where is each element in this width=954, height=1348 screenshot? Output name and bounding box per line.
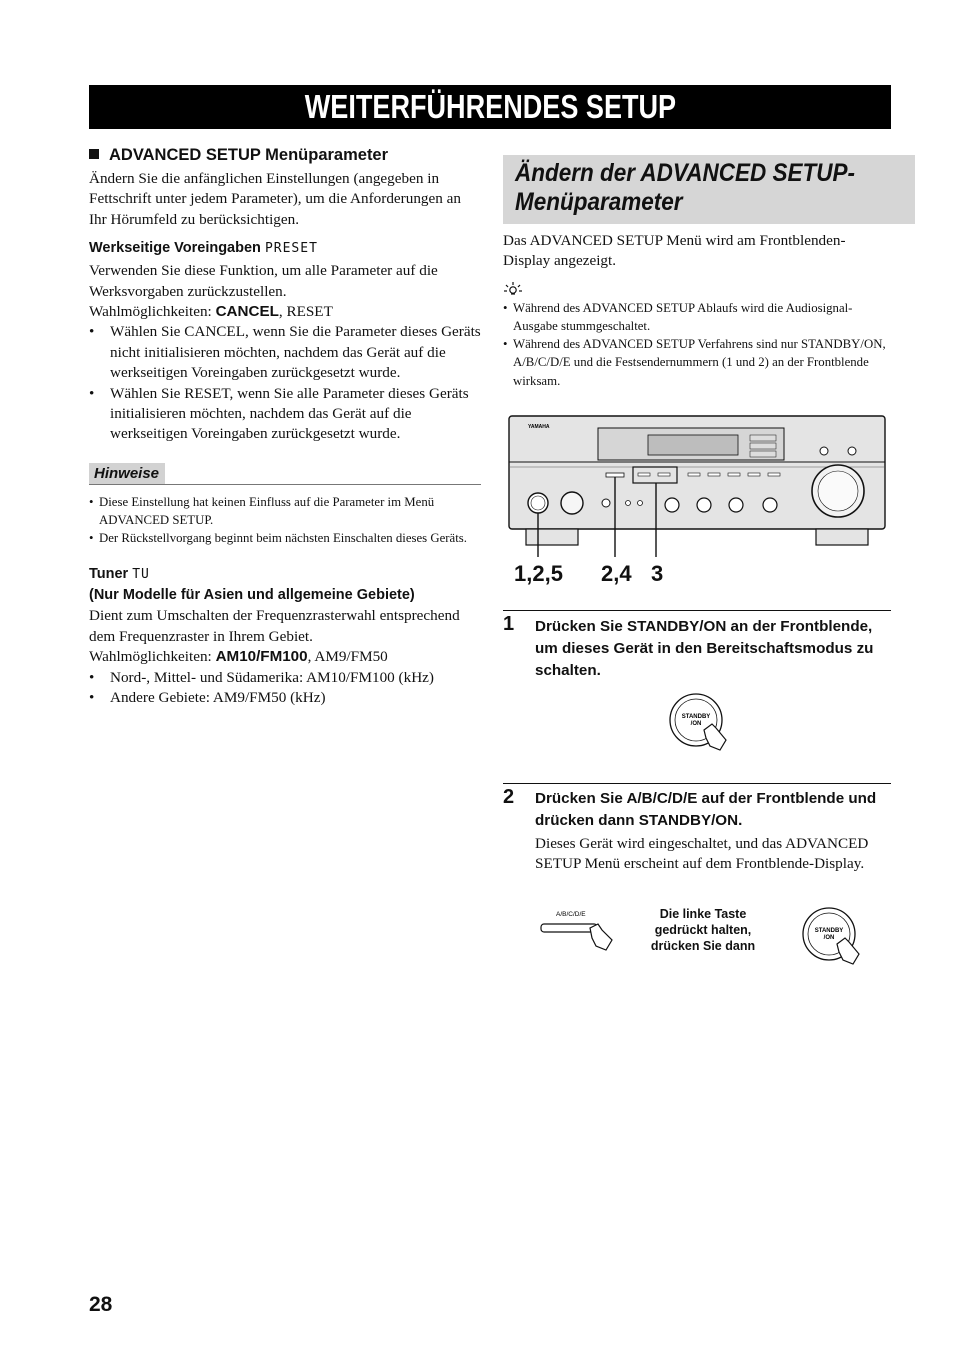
preset-bullets: [89, 322, 481, 444]
right-intro-block: [503, 231, 891, 390]
preset-default-choice: CANCEL: [215, 303, 279, 321]
right-heading-line-2: Menüparameter: [515, 188, 683, 216]
list-item: • Der Rückstellvorgang beginnt beim nächsten Einschalten dieses Geräts.: [89, 529, 481, 547]
tips-list: [503, 299, 891, 390]
standby-button-illustration-2: [801, 906, 863, 970]
left-column: [89, 146, 481, 709]
step-1-number: 1: [503, 613, 515, 635]
tuner-subheading: (Nur Modelle für Asien und allgemeine Gebiete): [89, 587, 415, 604]
tuner-default-choice: AM10/FM100: [215, 648, 308, 666]
front-panel-figure: [508, 415, 888, 595]
step-2-text: Drücken Sie A/B/C/D/E auf der Frontblende und drücken dann STANDBY/ON.: [535, 790, 877, 829]
list-item: • Diese Einstellung hat keinen Einfluss auf die Parameter im Menü ADVANCED SETUP.: [89, 493, 481, 529]
page-number: 28: [89, 1293, 113, 1316]
right-heading-box: [503, 155, 915, 224]
hold-instruction: Die linke Taste gedrückt halten, drücken Sie dann: [650, 907, 756, 953]
section-heading: ADVANCED SETUP Menüparameter: [89, 146, 481, 165]
step-2-number: 2: [503, 786, 515, 808]
square-bullet-icon: [89, 149, 99, 159]
step-2-description: Dieses Gerät wird eingeschaltet, und das ADVANCED SETUP Menü erscheint auf dem Frontblende-Display.: [535, 835, 869, 873]
right-heading-line-1: Ändern der ADVANCED SETUP-: [515, 159, 856, 187]
tuner-code: TU: [132, 567, 150, 583]
tip-icon: [503, 281, 891, 297]
abcde-label: A/B/C/D/E: [556, 911, 586, 918]
list-item: • Nord-, Mittel- und Südamerika: AM10/FM100 (kHz): [89, 668, 481, 688]
preset-code: PRESET: [264, 241, 318, 257]
step-1-text: Drücken Sie STANDBY/ON an der Frontblende, um dieses Gerät in den Bereitschaftsmodus zu schalten.: [535, 618, 874, 679]
step-2-rule: [503, 783, 891, 784]
notes-label: Hinweise: [89, 463, 165, 484]
callout-standby: 1,2,5: [514, 561, 563, 586]
list-item: • Wählen Sie RESET, wenn Sie alle Parameter dieses Geräts initialisieren möchten, nachdem das Gerät auf die werkseitigen Voreingaben zurückgesetzt wurde.: [89, 384, 481, 445]
notes-list: [89, 493, 481, 548]
notes-box: [89, 463, 481, 548]
list-item: • Während des ADVANCED SETUP Verfahrens sind nur STANDBY/ON, A/B/C/D/E und die Festsendernummern (1 und 2) an der Frontblende wirksam.: [503, 335, 891, 390]
callout-abcde: 2,4: [601, 561, 632, 586]
step-1-rule: [503, 610, 891, 611]
tuner-description: Dient zum Umschalten der Frequenzrasterwahl entsprechend dem Frequenzraster in Ihrem Gebiet.: [89, 607, 460, 645]
page-title: WEITERFÜHRENDES SETUP: [304, 88, 676, 125]
list-item: • Während des ADVANCED SETUP Ablaufs wird die Audiosignal-Ausgabe stummgeschaltet.: [503, 299, 891, 335]
list-item: • Wählen Sie CANCEL, wenn Sie die Parameter dieses Geräts nicht initialisieren möchten, nachdem das Gerät auf die werkseitigen Voreingaben zurückgesetzt wurde.: [89, 322, 481, 383]
list-item: • Andere Gebiete: AM9/FM50 (kHz): [89, 688, 481, 708]
on-label: /ON: [823, 935, 835, 941]
standby-button-illustration-1: [668, 690, 728, 750]
on-label: /ON: [690, 721, 702, 727]
brand-logo: YAMAHA: [528, 424, 550, 430]
tuner-bullets: [89, 668, 481, 709]
standby-label: STANDBY: [681, 714, 711, 720]
preset-description: Verwenden Sie diese Funktion, um alle Parameter auf die Werksvorgaben zurückzustellen.: [89, 262, 438, 300]
tuner-heading: Tuner TU: [89, 566, 150, 583]
abcde-button-illustration: [538, 906, 618, 956]
right-intro: Das ADVANCED SETUP Menü wird am Frontblenden-Display angezeigt.: [503, 232, 846, 270]
section-intro: Ändern Sie die anfänglichen Einstellungen (angegeben in Fettschrift unter jedem Parameter), um die Anforderungen an Ihr Hörumfeld zu berücksichtigen.: [89, 170, 461, 228]
tuner-choices: Wahlmöglichkeiten: AM10/FM100, AM9/FM50: [89, 648, 388, 666]
preset-heading: Werkseitige Voreingaben PRESET: [89, 240, 318, 257]
page-title-bar: [89, 85, 891, 129]
standby-label: STANDBY: [814, 928, 844, 934]
preset-choices: Wahlmöglichkeiten: CANCEL, RESET: [89, 303, 333, 321]
callout-preset: 3: [651, 561, 664, 586]
